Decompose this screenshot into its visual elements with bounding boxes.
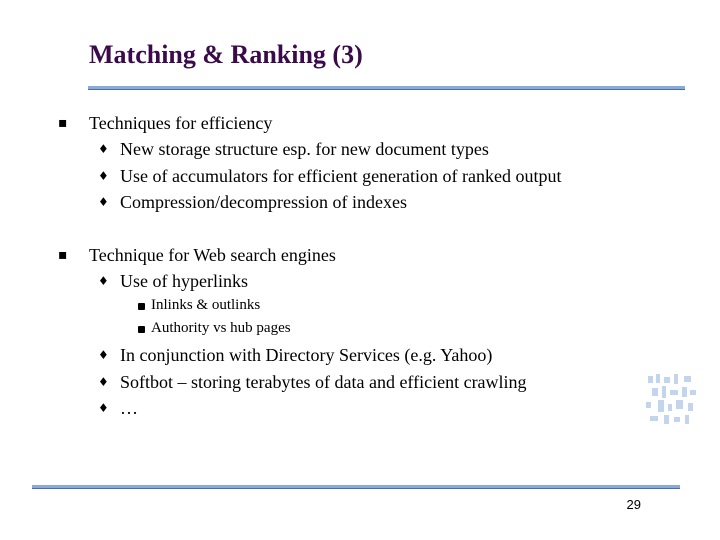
list-item: …: [120, 398, 138, 418]
small-square-bullet-icon: [138, 303, 145, 310]
page-number: 29: [626, 497, 641, 512]
small-square-bullet-icon: [138, 326, 145, 333]
list-item: Softbot – storing terabytes of data and efficient crawling: [120, 372, 527, 392]
list-item: Compression/decompression of indexes: [120, 192, 407, 212]
diamond-bullet-icon: ♦: [98, 274, 109, 288]
diamond-bullet-icon: ♦: [98, 375, 109, 389]
section-heading: Techniques for efficiency: [89, 113, 273, 133]
diamond-bullet-icon: ♦: [98, 142, 109, 156]
sub-list-item: Authority vs hub pages: [151, 320, 291, 336]
slide-title: Matching & Ranking (3): [89, 40, 363, 69]
list-item: Use of accumulators for efficient generation of ranked output: [120, 166, 562, 186]
decorative-graphic: [640, 372, 702, 427]
footer-divider: [32, 485, 680, 489]
sub-list-item: Inlinks & outlinks: [151, 297, 261, 313]
list-item: Use of hyperlinks: [120, 271, 248, 291]
diamond-bullet-icon: ♦: [98, 195, 109, 209]
square-bullet-icon: ▪: [58, 115, 68, 131]
diamond-bullet-icon: ♦: [98, 401, 109, 415]
square-bullet-icon: ▪: [58, 247, 68, 263]
list-item: In conjunction with Directory Services (e.g. Yahoo): [120, 345, 493, 365]
section-heading: Technique for Web search engines: [89, 245, 336, 265]
list-item: New storage structure esp. for new document types: [120, 139, 489, 159]
diamond-bullet-icon: ♦: [98, 169, 109, 183]
title-divider: [88, 86, 685, 90]
diamond-bullet-icon: ♦: [98, 348, 109, 362]
